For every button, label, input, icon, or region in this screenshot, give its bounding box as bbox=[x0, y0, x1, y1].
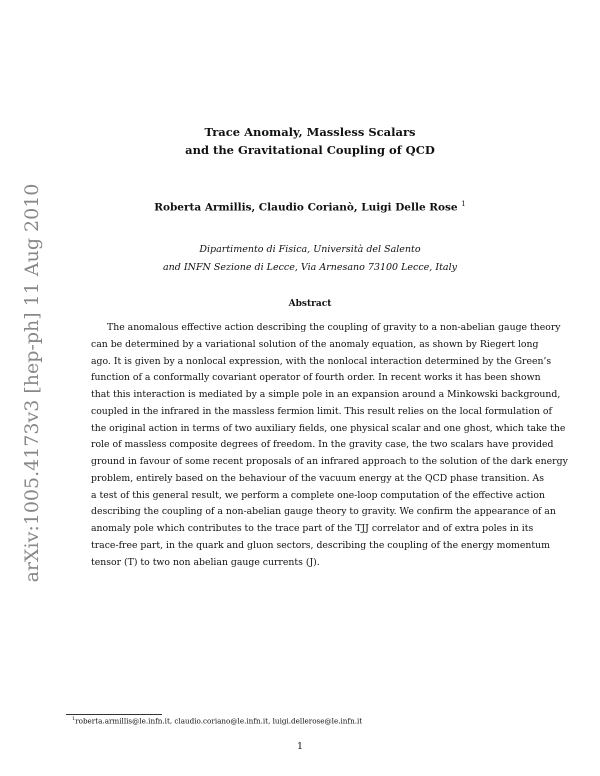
affiliation-line-2: and INFN Sezione di Lecce, Via Arnesano 73100 Lecce, Italy bbox=[163, 262, 457, 273]
abstract-line: can be determined by a variational solution of the anomaly equation, as shown by Riegert long bbox=[91, 338, 539, 350]
abstract-line: The anomalous effective action describing the coupling of gravity to a non-abelian gauge theory bbox=[107, 322, 561, 333]
abstract-line: describing the coupling of a non-abelian gauge theory to gravity. We confirm the appearance of an bbox=[91, 506, 556, 518]
abstract-line: tensor (T) to two non abelian gauge currents (J). bbox=[91, 556, 320, 568]
author-names: Roberta Armillis, Claudio Corianò, Luigi Delle Rose bbox=[154, 201, 458, 214]
title-line-2: and the Gravitational Coupling of QCD bbox=[185, 143, 435, 157]
footnote-emails: roberta.armillis@le.infn.it, claudio.coriano@le.infn.it, luigi.dellerose@le.infn.it bbox=[75, 716, 363, 726]
abstract-heading: Abstract bbox=[288, 299, 332, 309]
abstract-line: trace-free part, in the quark and gluon sectors, describing the coupling of the energy momentum bbox=[91, 539, 550, 551]
authors bbox=[0, 200, 600, 214]
abstract-line: a test of this general result, we perform a complete one-loop computation of the effective action bbox=[91, 489, 545, 501]
abstract-line: the original action in terms of two auxiliary fields, one physical scalar and one ghost, which take the bbox=[91, 422, 566, 434]
abstract-line: problem, entirely based on the behaviour of the vacuum energy at the QCD phase transition. As bbox=[91, 472, 544, 484]
footnote bbox=[72, 716, 362, 725]
abstract-body bbox=[91, 320, 568, 571]
page-number: 1 bbox=[296, 741, 304, 752]
abstract-line: that this interaction is mediated by a simple pole in an expansion around a Minkowski background, bbox=[91, 389, 561, 400]
footnote-mark: 1 bbox=[461, 200, 466, 208]
arxiv-identifier: arXiv:1005.4173v3 [hep-ph] 11 Aug 2010 bbox=[21, 183, 43, 583]
title-line-1: Trace Anomaly, Massless Scalars bbox=[204, 125, 416, 139]
abstract-line: coupled in the infrared in the massless fermion limit. This result relies on the local formulation of bbox=[91, 405, 552, 417]
footnote-rule bbox=[66, 714, 162, 715]
affiliation-line-1: Dipartimento di Fisica, Università del Salento bbox=[199, 244, 421, 255]
abstract-line: anomaly pole which contributes to the trace part of the TJJ correlator and of extra poles in its bbox=[91, 523, 534, 534]
abstract-line: ago. It is given by a nonlocal expression, with the nonlocal interaction determined by the Green’s bbox=[91, 355, 552, 367]
abstract-line: function of a conformally covariant operator of fourth order. In recent works it has been shown bbox=[91, 372, 541, 384]
abstract-line: role of massless composite degrees of freedom. In the gravity case, the two scalars have provided bbox=[91, 439, 554, 451]
abstract-line: ground in favour of some recent proposals of an infrared approach to the solution of the dark energy bbox=[91, 456, 568, 467]
footnote-number: 1 bbox=[72, 716, 76, 722]
